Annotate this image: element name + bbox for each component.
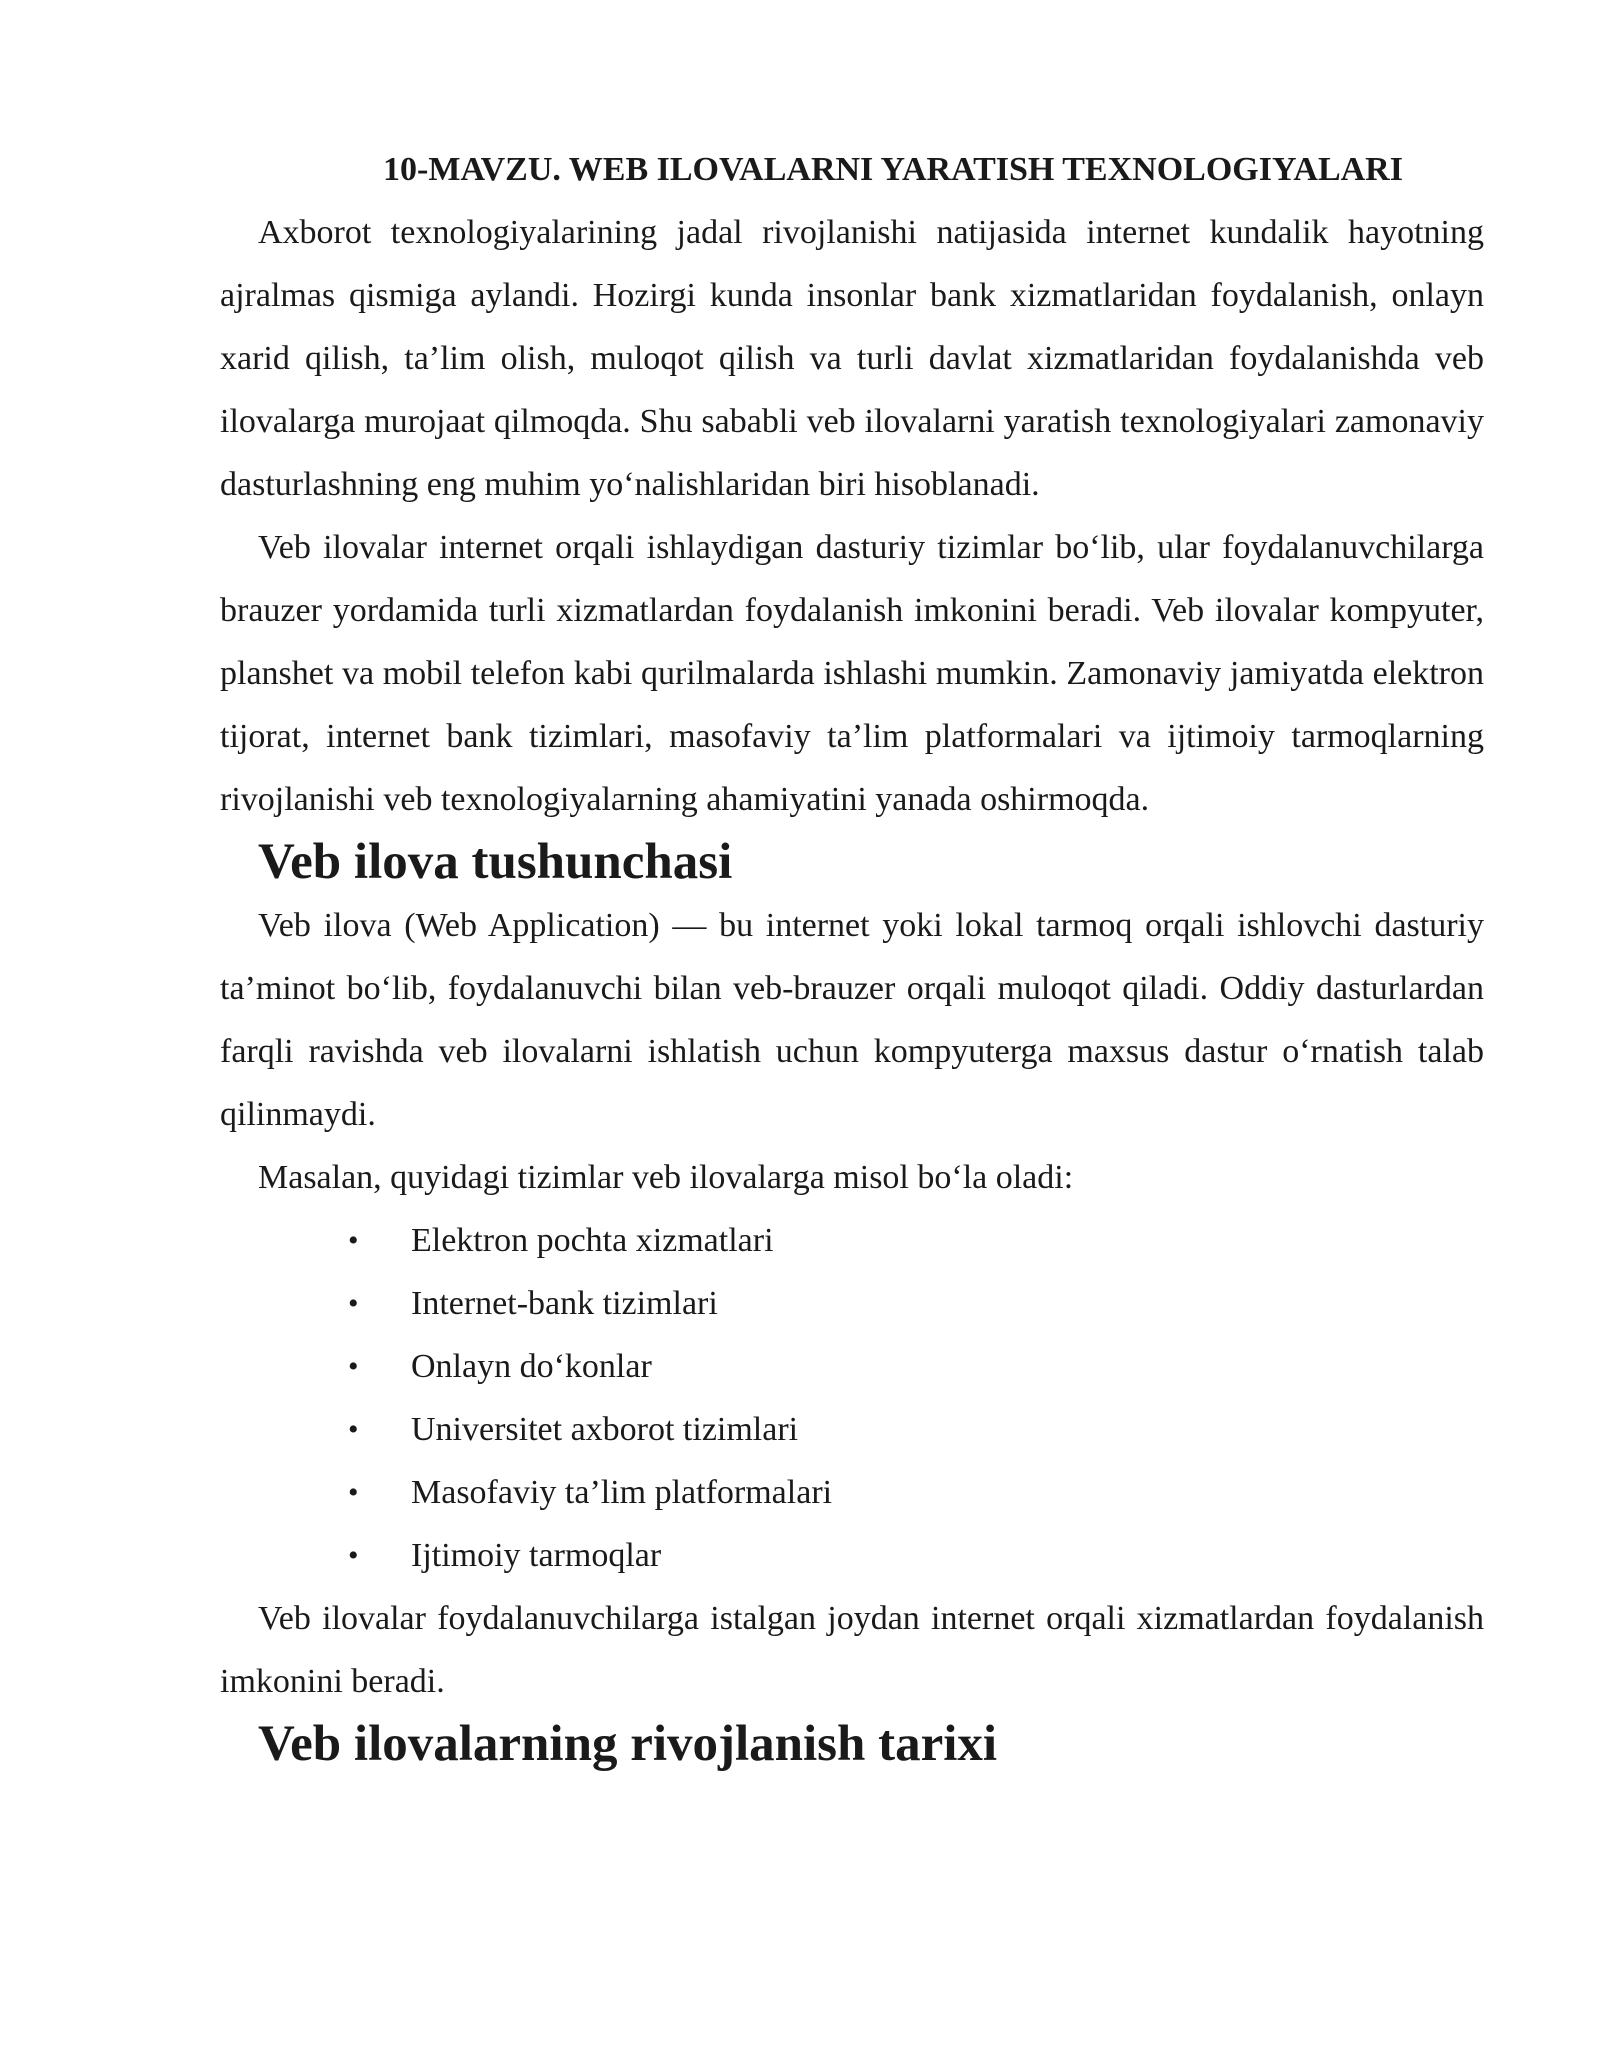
bullet-icon: • (348, 1350, 359, 1383)
list-item (220, 1272, 1484, 1335)
list-item (220, 1461, 1484, 1524)
list-item (220, 1209, 1484, 1272)
bullet-icon: • (348, 1224, 359, 1257)
section-heading-history: Veb ilovalarning rivojlanish tarixi (258, 1716, 998, 1772)
list-item-text: Masofaviy ta’lim platformalari (411, 1474, 833, 1511)
document-page (220, 138, 1484, 1776)
bullet-icon: • (348, 1413, 359, 1446)
list-item (220, 1335, 1484, 1398)
bullet-icon: • (348, 1287, 359, 1320)
list-item-text: Internet-bank tizimlari (411, 1285, 718, 1322)
list-item (220, 1524, 1484, 1587)
examples-intro-paragraph: Masalan, quyidagi tizimlar veb ilovalarga misol bo‘la oladi: (258, 1159, 1074, 1196)
list-item-text: Onlayn do‘konlar (411, 1348, 652, 1385)
list-item-text: Elektron pochta xizmatlari (411, 1222, 774, 1259)
bullet-icon: • (348, 1476, 359, 1509)
web-apps-paragraph: Veb ilovalar internet orqali ishlaydigan dasturiy tizimlar bo‘lib, ular foydalanuvchilarga brauzer yordamida turli xizmatlardan foydalanish imkonini beradi. Veb ilovalar kompyuter, planshet va mobil telefon kabi qurilmalarda ishlashi mumkin. Zamonaviy jamiyatda elektron tijorat, internet bank tizimlari, masofaviy ta’lim platformalari va ijtimoiy tarmoqlarning rivojlanishi veb texnologiyalarning ahamiyatini yanada oshirmoqda. (220, 529, 1484, 818)
intro-paragraph: Axborot texnologiyalarining jadal rivojlanishi natijasida internet kundalik hayotning ajralmas qismiga aylandi. Hozirgi kunda insonlar bank xizmatlaridan foydalanish, onlayn xarid qilish, ta’lim olish, muloqot qilish va turli davlat xizmatlaridan foydalanishda veb ilovalarga murojaat qilmoqda. Shu sababli veb ilovalarni yaratish texnologiyalari zamonaviy dasturlashning eng muhim yo‘nalishlaridan biri hisoblanadi. (220, 214, 1484, 503)
list-item (220, 1398, 1484, 1461)
list-item-text: Ijtimoiy tarmoqlar (411, 1537, 662, 1574)
document-title: 10-MAVZU. WEB ILOVALARNI YARATISH TEXNOLOGIYALARI (383, 151, 1403, 188)
examples-list (220, 1209, 1484, 1587)
list-item-text: Universitet axborot tizimlari (411, 1411, 799, 1448)
section-heading-web-app-concept: Veb ilova tushunchasi (258, 834, 733, 890)
bullet-icon: • (348, 1539, 359, 1572)
web-app-definition-paragraph: Veb ilova (Web Application) — bu internet yoki lokal tarmoq orqali ishlovchi dasturiy ta’minot bo‘lib, foydalanuvchi bilan veb-brauzer orqali muloqot qiladi. Oddiy dasturlardan farqli ravishda veb ilovalarni ishlatish uchun kompyuterga maxsus dastur o‘rnatish talab qilinmaydi. (220, 907, 1484, 1133)
closing-paragraph: Veb ilovalar foydalanuvchilarga istalgan joydan internet orqali xizmatlardan foydalanish imkonini beradi. (220, 1600, 1484, 1700)
